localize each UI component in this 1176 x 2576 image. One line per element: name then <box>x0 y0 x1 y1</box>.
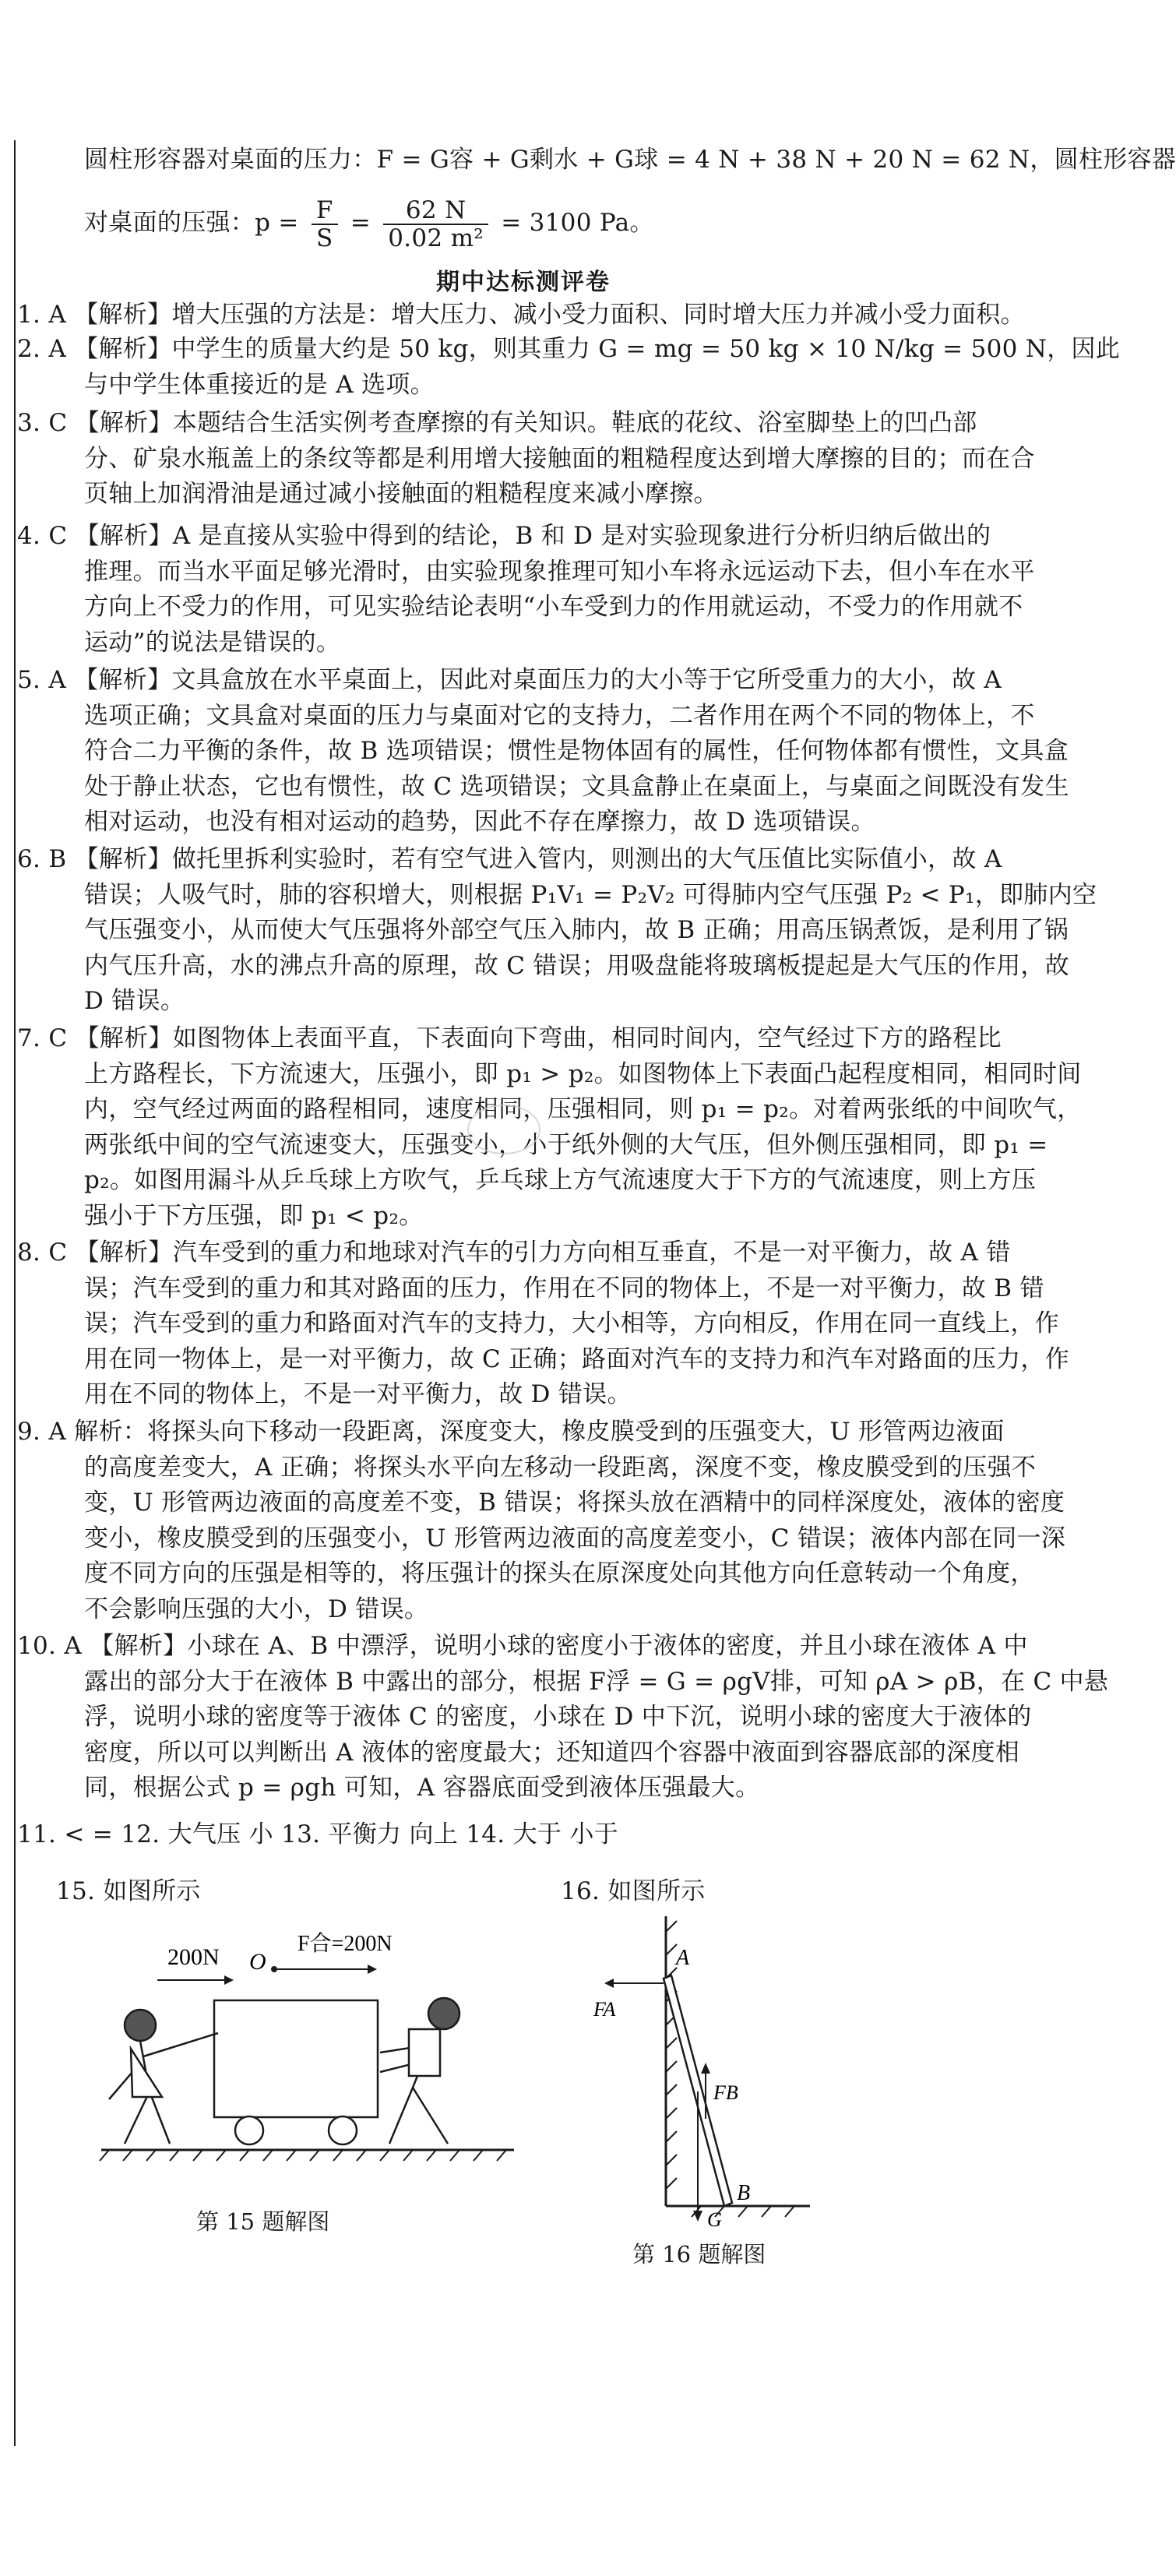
q10-line-5: 同，根据公式 p = ρgh 可知，A 容器底面受到液体压强最大。 <box>84 1774 760 1802</box>
figure-15 <box>93 1916 530 2204</box>
equals-sign: = <box>350 209 379 237</box>
q10-line-2: 露出的部分大于在液体 B 中露出的部分，根据 F浮 = G = ρgV排，可知 ρA > ρB，在 C 中悬 <box>84 1667 1109 1696</box>
q6-line-1: 6. B 【解析】做托里拆利实验时，若有空气进入管内，则测出的大气压值比实际值小，故 A <box>17 845 1002 873</box>
fraction-f-over-s <box>312 197 338 252</box>
point-o-label: O <box>249 1949 266 1975</box>
force-fb-arrowhead <box>701 2063 710 2074</box>
q7-line-1: 7. C 【解析】如图物体上表面平直，下表面向下弯曲，相同时间内，空气经过下方的路程比 <box>17 1024 1002 1052</box>
q6-line-4: 内气压升高，水的沸点升高的原理，故 C 错误；用吸盘能将玻璃板提起是大气压的作用，故 <box>84 951 1070 980</box>
q7-line-3: 内，空气经过两面的路程相同，速度相同，压强相同，则 p₁ = p₂。对着两张纸的中间吹气， <box>84 1095 1082 1123</box>
fraction-bottom: 0.02 m² <box>388 224 484 252</box>
figure-16 <box>576 1901 833 2236</box>
q8-line-2: 误；汽车受到的重力和其对路面的压力，作用在不同的物体上，不是一对平衡力，故 B 错 <box>84 1274 1044 1302</box>
q9-line-1: 9. A 解析：将探头向下移动一段距离，深度变大，橡皮膜受到的压强变大，U 形管两边液面 <box>17 1418 1005 1446</box>
label-fa: FA <box>593 1998 616 2021</box>
intro-pressure-label: 对桌面的压强：p = <box>84 209 307 237</box>
q4-line-3: 方向上不受力的作用，可见实验结论表明“小车受到力的作用就运动，不受力的作用就不 <box>84 593 1023 621</box>
cart-wheel-right <box>329 2116 357 2144</box>
q8-line-3: 误；汽车受到的重力和路面对汽车的支持力，大小相等，方向相反，作用在同一直线上，作 <box>84 1309 1059 1337</box>
q5-line-4: 处于静止状态，它也有惯性，故 C 选项错误；文具盒静止在桌面上，与桌面之间既没有发生 <box>84 772 1070 801</box>
ground-hatching <box>100 2150 506 2161</box>
q10-line-1: 10. A 【解析】小球在 A、B 中漂浮，说明小球的密度小于液体的密度，并且小球在液体 A 中 <box>17 1632 1028 1660</box>
q4-line-1: 4. C 【解析】A 是直接从实验中得到的结论，B 和 D 是对实验现象进行分析归纳后做出的 <box>17 522 991 550</box>
point-o <box>271 1966 277 1972</box>
q5-line-5: 相对运动，也没有相对运动的趋势，因此不存在摩擦力，故 D 选项错误。 <box>84 808 875 836</box>
q2-line-2: 与中学生体重接近的是 A 选项。 <box>84 370 435 399</box>
fraction-top: 62 N <box>383 197 488 225</box>
q3-line-3: 页轴上加润滑油是通过减小接触面的粗糙程度来减小摩擦。 <box>84 480 718 508</box>
intro-line-1: 圆柱形容器对桌面的压力：F = G容 + G剩水 + G球 = 4 N + 38 N + 20 N = 62 N，圆柱形容器 <box>84 146 1176 174</box>
label-b: B <box>737 2181 751 2205</box>
q9-line-4: 变小，橡皮膜受到的压强变小，U 形管两边液面的高度差变小，C 错误；液体内部在同一深 <box>84 1524 1066 1552</box>
q16-label: 16. 如图所示 <box>561 1877 706 1905</box>
q9-line-3: 变，U 形管两边液面的高度差不变，B 错误；将探头放在酒精中的同样深度处，液体的密度 <box>84 1489 1065 1517</box>
q4-line-4: 运动”的说法是错误的。 <box>84 628 341 657</box>
fraction-top: F <box>312 197 338 225</box>
q10-line-4: 密度，所以可以判断出 A 液体的密度最大；还知道四个容器中液面到容器底部的深度相 <box>84 1738 1020 1767</box>
girl-pulling-icon <box>109 2010 218 2144</box>
figure-15-caption: 第 15 题解图 <box>196 2208 330 2235</box>
q6-line-5: D 错误。 <box>84 987 185 1015</box>
section-title: 期中达标测评卷 <box>436 269 611 296</box>
label-fb: FB <box>713 2081 738 2104</box>
force-fa-arrowhead <box>604 1979 614 1988</box>
q7-line-4: 两张纸中间的空气流速变大，压强变小，小于纸外侧的大气压，但外侧压强相同，即 p₁ = <box>84 1130 1048 1159</box>
gravity-arrowhead <box>693 2211 702 2222</box>
q9-line-6: 不会影响压强的大小，D 错误。 <box>84 1595 429 1623</box>
resultant-label: F合=200N <box>298 1932 393 1956</box>
cart-wheel-left <box>235 2116 263 2144</box>
q5-line-1: 5. A 【解析】文具盒放在水平桌面上，因此对桌面压力的大小等于它所受重力的大小，故 A <box>17 666 1002 694</box>
resultant-arrowhead <box>368 1965 377 1974</box>
watermark-stamp <box>467 1105 540 1154</box>
intro-line-2 <box>84 195 654 252</box>
q10-line-3: 浮，说明小球的密度等于液体 C 的密度，小球在 D 中下沉，说明小球的密度大于液体的 <box>84 1703 1032 1731</box>
q7-line-5: p₂。如图用漏斗从乒乓球上方吹气，乒乓球上方气流速度大于下方的气流速度，则上方压 <box>84 1166 1037 1194</box>
q5-line-3: 符合二力平衡的条件，故 B 选项错误；惯性是物体固有的属性，任何物体都有惯性，文具盒 <box>84 737 1069 765</box>
q8-line-4: 用在同一物体上，是一对平衡力，故 C 正确；路面对汽车的支持力和汽车对路面的压力，作 <box>84 1344 1070 1373</box>
label-g: G <box>707 2208 722 2231</box>
q11_14-line-1: 11. < = 12. 大气压 小 13. 平衡力 向上 14. 大于 小于 <box>17 1820 618 1848</box>
q3-line-2: 分、矿泉水瓶盖上的条纹等都是利用增大接触面的粗糙程度达到增大摩擦的目的；而在合 <box>84 444 1035 473</box>
cart-box <box>214 2000 378 2117</box>
q8-line-1: 8. C 【解析】汽车受到的重力和地球对汽车的引力方向相互垂直，不是一对平衡力，故 A 错 <box>17 1239 1011 1267</box>
figure-16-caption: 第 16 题解图 <box>632 2241 766 2268</box>
q15-label: 15. 如图所示 <box>56 1877 201 1905</box>
label-a: A <box>676 1946 690 1970</box>
margin-rule <box>14 140 16 2446</box>
q7-line-2: 上方路程长，下方流速大，压强小，即 p₁ > p₂。如图物体上下表面凸起程度相同，相同时间 <box>84 1059 1082 1088</box>
q6-line-2: 错误；人吸气时，肺的容积增大，则根据 P₁V₁ = P₂V₂ 可得肺内空气压强 P₂ < P₁，即肺内空 <box>84 880 1097 909</box>
fraction-values <box>383 197 488 252</box>
q8-line-5: 用在不同的物体上，不是一对平衡力，故 D 错误。 <box>84 1380 632 1408</box>
boy-pushing-icon <box>380 1998 459 2144</box>
q7-line-6: 强小于下方压强，即 p₁ < p₂。 <box>84 1201 424 1230</box>
fraction-bottom: S <box>315 224 333 252</box>
q1-line-1: 1. A 【解析】增大压强的方法是：增大压力、减小受力面积、同时增大压力并减小受力面积。 <box>17 301 1025 329</box>
q3-line-1: 3. C 【解析】本题结合生活实例考查摩擦的有关知识。鞋底的花纹、浴室脚垫上的凹凸部 <box>17 409 977 437</box>
q6-line-3: 气压强变小，从而使大气压强将外部空气压入肺内，故 B 正确；用高压锅煮饭，是利用了锅 <box>84 916 1069 944</box>
q9-line-5: 度不同方向的压强是相等的，将压强计的探头在原深度处向其他方向任意转动一个角度， <box>84 1559 1035 1588</box>
pressure-result: = 3100 Pa。 <box>501 209 654 237</box>
wall-hatching <box>666 1921 677 2189</box>
q4-line-2: 推理。而当水平面足够光滑时，由实验现象推理可知小车将永远运动下去，但小车在水平 <box>84 557 1035 586</box>
left-force-arrowhead <box>224 1975 234 1985</box>
left-force-label: 200N <box>167 1944 220 1970</box>
q5-line-2: 选项正确；文具盒对桌面的压力与桌面对它的支持力，二者作用在两个不同的物体上，不 <box>84 701 1035 730</box>
q9-line-2: 的高度差变大，A 正确；将探头水平向左移动一段距离，深度不变，橡皮膜受到的压强不 <box>84 1453 1037 1482</box>
q2-line-1: 2. A 【解析】中学生的质量大约是 50 kg，则其重力 G = mg = 50 kg × 10 N/kg = 500 N，因此 <box>17 335 1121 363</box>
